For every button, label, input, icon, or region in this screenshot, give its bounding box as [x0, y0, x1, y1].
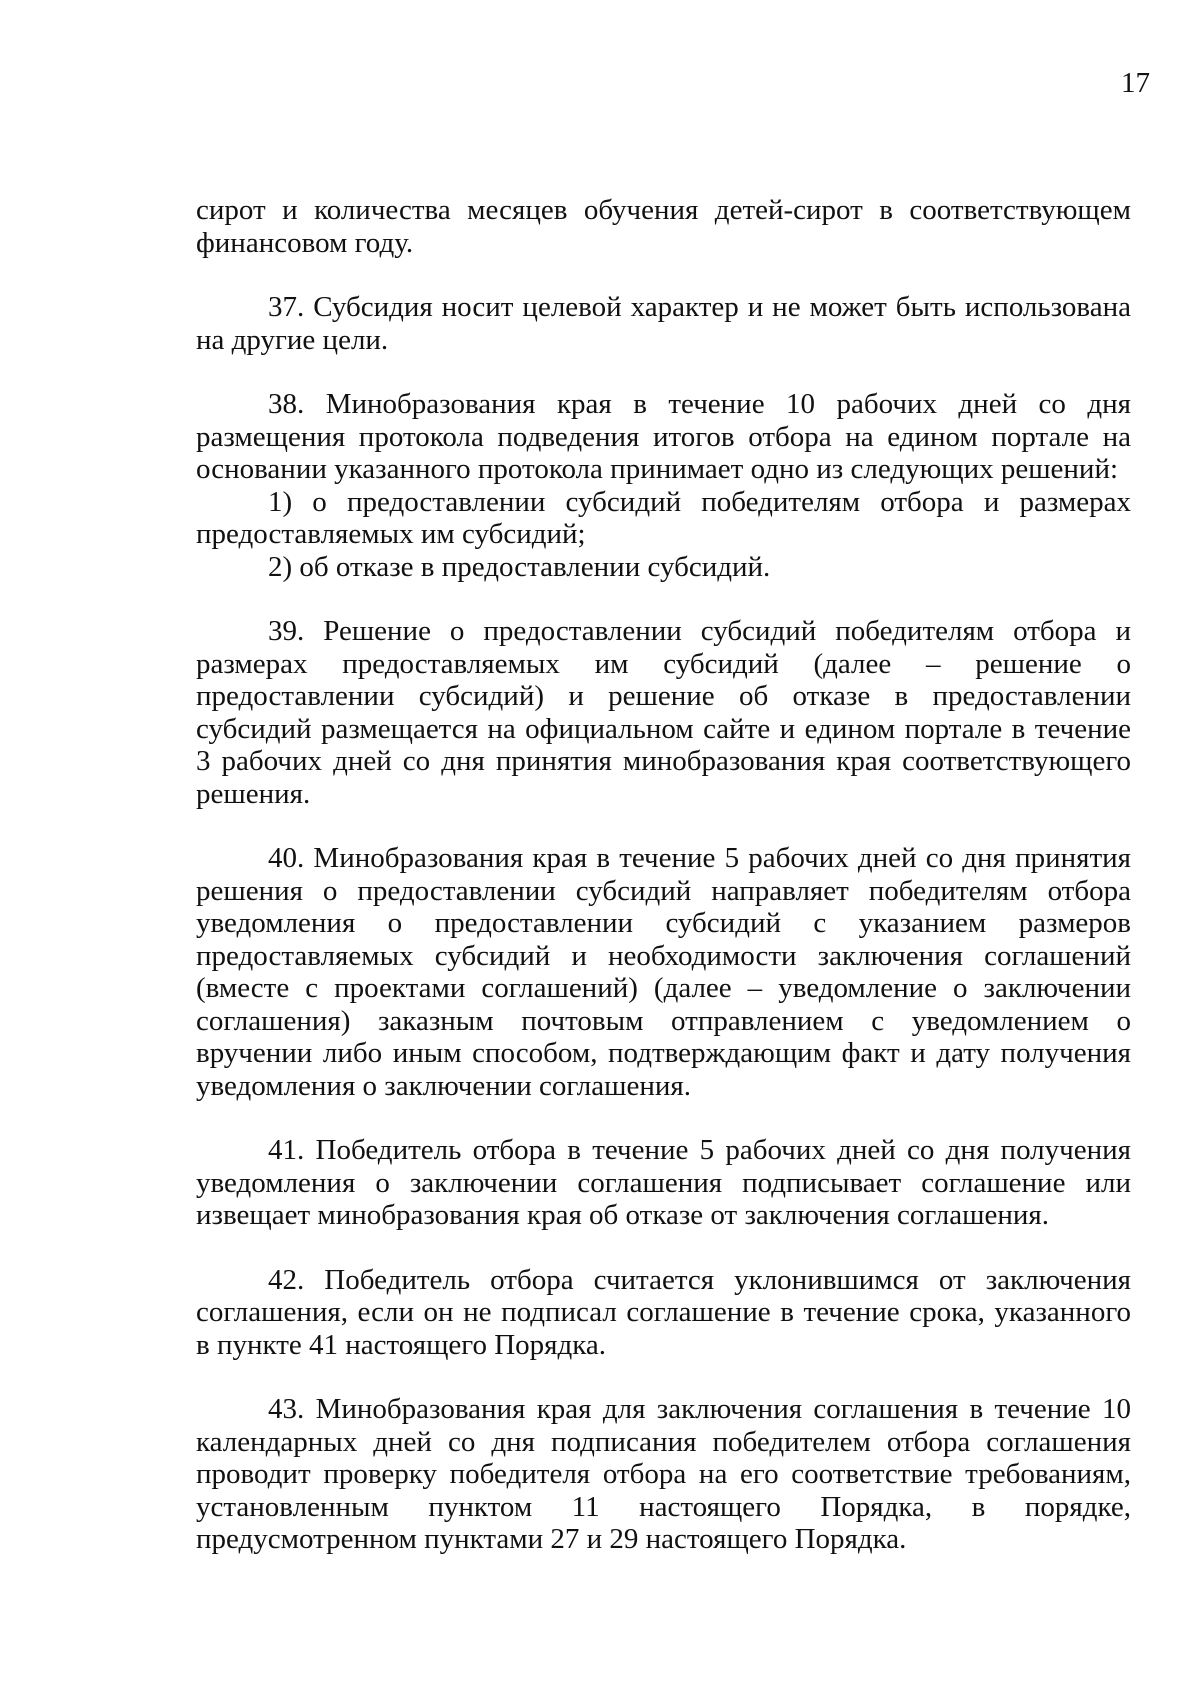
paragraph-39: 39. Решение о предоставлении субсидий победителям отбора и размерах предоставляемых им субсидий (далее – решение о предоставлении субсидий) и решение об отказе в предоставлении субсидий размещается на официальном сайте и едином портале в течение 3 рабочих дней со дня принятия минобразования края соответствующего решения.: [196, 615, 1131, 810]
paragraph-continuation: сирот и количества месяцев обучения детей-сирот в соответствующем финансовом году.: [196, 194, 1131, 259]
paragraph-40: 40. Минобразования края в течение 5 рабочих дней со дня принятия решения о предоставлении субсидий направляет победителям отбора уведомления о предоставлении субсидий с указанием размеров предоставляемых субсидий и необходимости заключения соглашений (вместе с проектами соглашений) (далее – уведомление о заключении соглашения) заказным почтовым отправлением с уведомлением о вручении либо иным способом, подтверждающим факт и дату получения уведомления о заключении соглашения.: [196, 842, 1131, 1102]
paragraph-41: 41. Победитель отбора в течение 5 рабочих дней со дня получения уведомления о заключении соглашения подписывает соглашение или извещает минобразования края об отказе от заключения соглашения.: [196, 1134, 1131, 1231]
paragraph-37: 37. Субсидия носит целевой характер и не может быть использована на другие цели.: [196, 291, 1131, 356]
paragraph-42: 42. Победитель отбора считается уклонившимся от заключения соглашения, если он не подписал соглашение в течение срока, указанного в пункте 41 настоящего Порядка.: [196, 1263, 1131, 1361]
document-body: [196, 194, 1131, 1556]
paragraph-43: 43. Минобразования края для заключения соглашения в течение 10 календарных дней со дня подписания победителем отбора соглашения проводит проверку победителя отбора на его соответствие требованиям, установленным пунктом 11 настоящего Порядка, в порядке, предусмотренном пунктами 27 и 29 настоящего Порядка.: [196, 1393, 1131, 1555]
paragraph-38-item-2: 2) об отказе в предоставлении субсидий.: [268, 550, 771, 583]
paragraph-38: 38. Минобразования края в течение 10 рабочих дней со дня размещения протокола подведения итогов отбора на едином портале на основании указанного протокола принимает одно из следующих решений:: [196, 388, 1131, 485]
page-number: 17: [1121, 67, 1150, 99]
paragraph-38-item-1: 1) о предоставлении субсидий победителям отбора и размерах предоставляемых им субсидий;: [196, 485, 1131, 550]
